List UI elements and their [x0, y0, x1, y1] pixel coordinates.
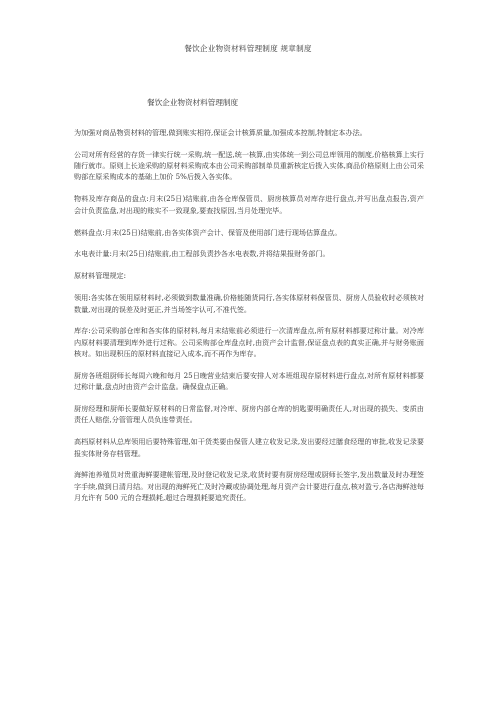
paragraph-seafood: 海鲜池养殖员对贵重海鲜要建帐管理,及时登记收发记录,收货时要有厨房经理或厨师长签字,发出数量及时办理签字手续,做到日清月结。对出现的海鲜死亡及时冷藏或协调处理,每月资产会计要进行盘点,核对盈亏,各店海鲜池每月允许有 500 元的合理损耗,超过合理损耗要追究责任。 — [74, 470, 424, 503]
paragraph-kitchen-count: 厨房各班组厨师长每周六晚和每月 25日晚营业结束后要安排人对本班组现存原材料进行盘点,对所有原材料都要过称计量,盘点时由资产会计监盘。确保盘点正确。 — [74, 370, 424, 392]
document-body — [74, 127, 424, 514]
paragraph-kitchen-supervision: 厨房经理和厨师长要做好原材料的日常监督,对冷库、厨房内部仓库的钥匙要明确责任人,对出现的损失、变质由责任人赔偿,分管管理人员负连带责任。 — [74, 404, 424, 425]
paragraph-procurement: 公司对所有经营的存货一律实行统一采购,统一配送,统一核算,由实体统一到公司总库领用的制度,价格核算上实行随行就市。原则上长途采购的原材料采购成本由公司采购部制单员重新核定后拨入实体,商品价格原则上由公司采购部在原采购成本的基础上加价 5%后拨入各实体。 — [74, 149, 424, 182]
document-title: 餐饮企业物资材料管理制度 规章制度 — [184, 44, 312, 53]
paragraph-requisition: 领用:各实体在领用原材料时,必须做到数量准确,价格能随货同行,各实体原材料保管员、厨房人员验收时必须核对数量,对出现的误差及时更正,并当场签字认可,不准代签。 — [74, 293, 424, 314]
paragraph-fuel-count: 燃料盘点:月末(25日)结账前,由各实体资产会计、保管及使用部门进行现场估算盘点。 — [74, 227, 342, 237]
paragraph-premium-materials: 高档原材料从总库领用后要特殊管理,如干货类要由保管人建立收发记录,发出要经过膳食经理的审批,收发记录要报实体财务存档管理。 — [74, 437, 424, 458]
paragraph-inventory-count: 物料及库存商品的盘点:月末(25日)结账前,由各仓库保管员、厨房核算员对库存进行盘点,并写出盘点报告,资产会计负责监盘,对出现的账实不一致现象,要查找原因,当月处理完毕。 — [74, 194, 424, 215]
paragraph-raw-material-heading: 原材料管理规定: — [74, 271, 127, 281]
paragraph-storage: 库存:公司采购部仓库和各实体的原材料,每月末结账前必须进行一次清库盘点,所有原材料都要过称计量。对冷库内原材料要清理到库外进行过称。公司采购部仓库盘点时,由资产会计监督,保证盘点表的真实正确,并与财务账面核对。如出现积压的原材料直接记入成本,而不再作为库存。 — [74, 326, 424, 359]
paragraph-intro: 为加强对商品物资材料的管理,做到账实相符,保证会计核算质量,加强成本控制,特制定本办法。 — [74, 128, 367, 137]
paragraph-meter-reading: 水电表计量:月末(25日)结账前,由工程部负责抄各水电表数,并将结果报财务部门。 — [74, 249, 330, 259]
document-subtitle: 餐饮企业物资材料管理制度 — [147, 98, 239, 107]
